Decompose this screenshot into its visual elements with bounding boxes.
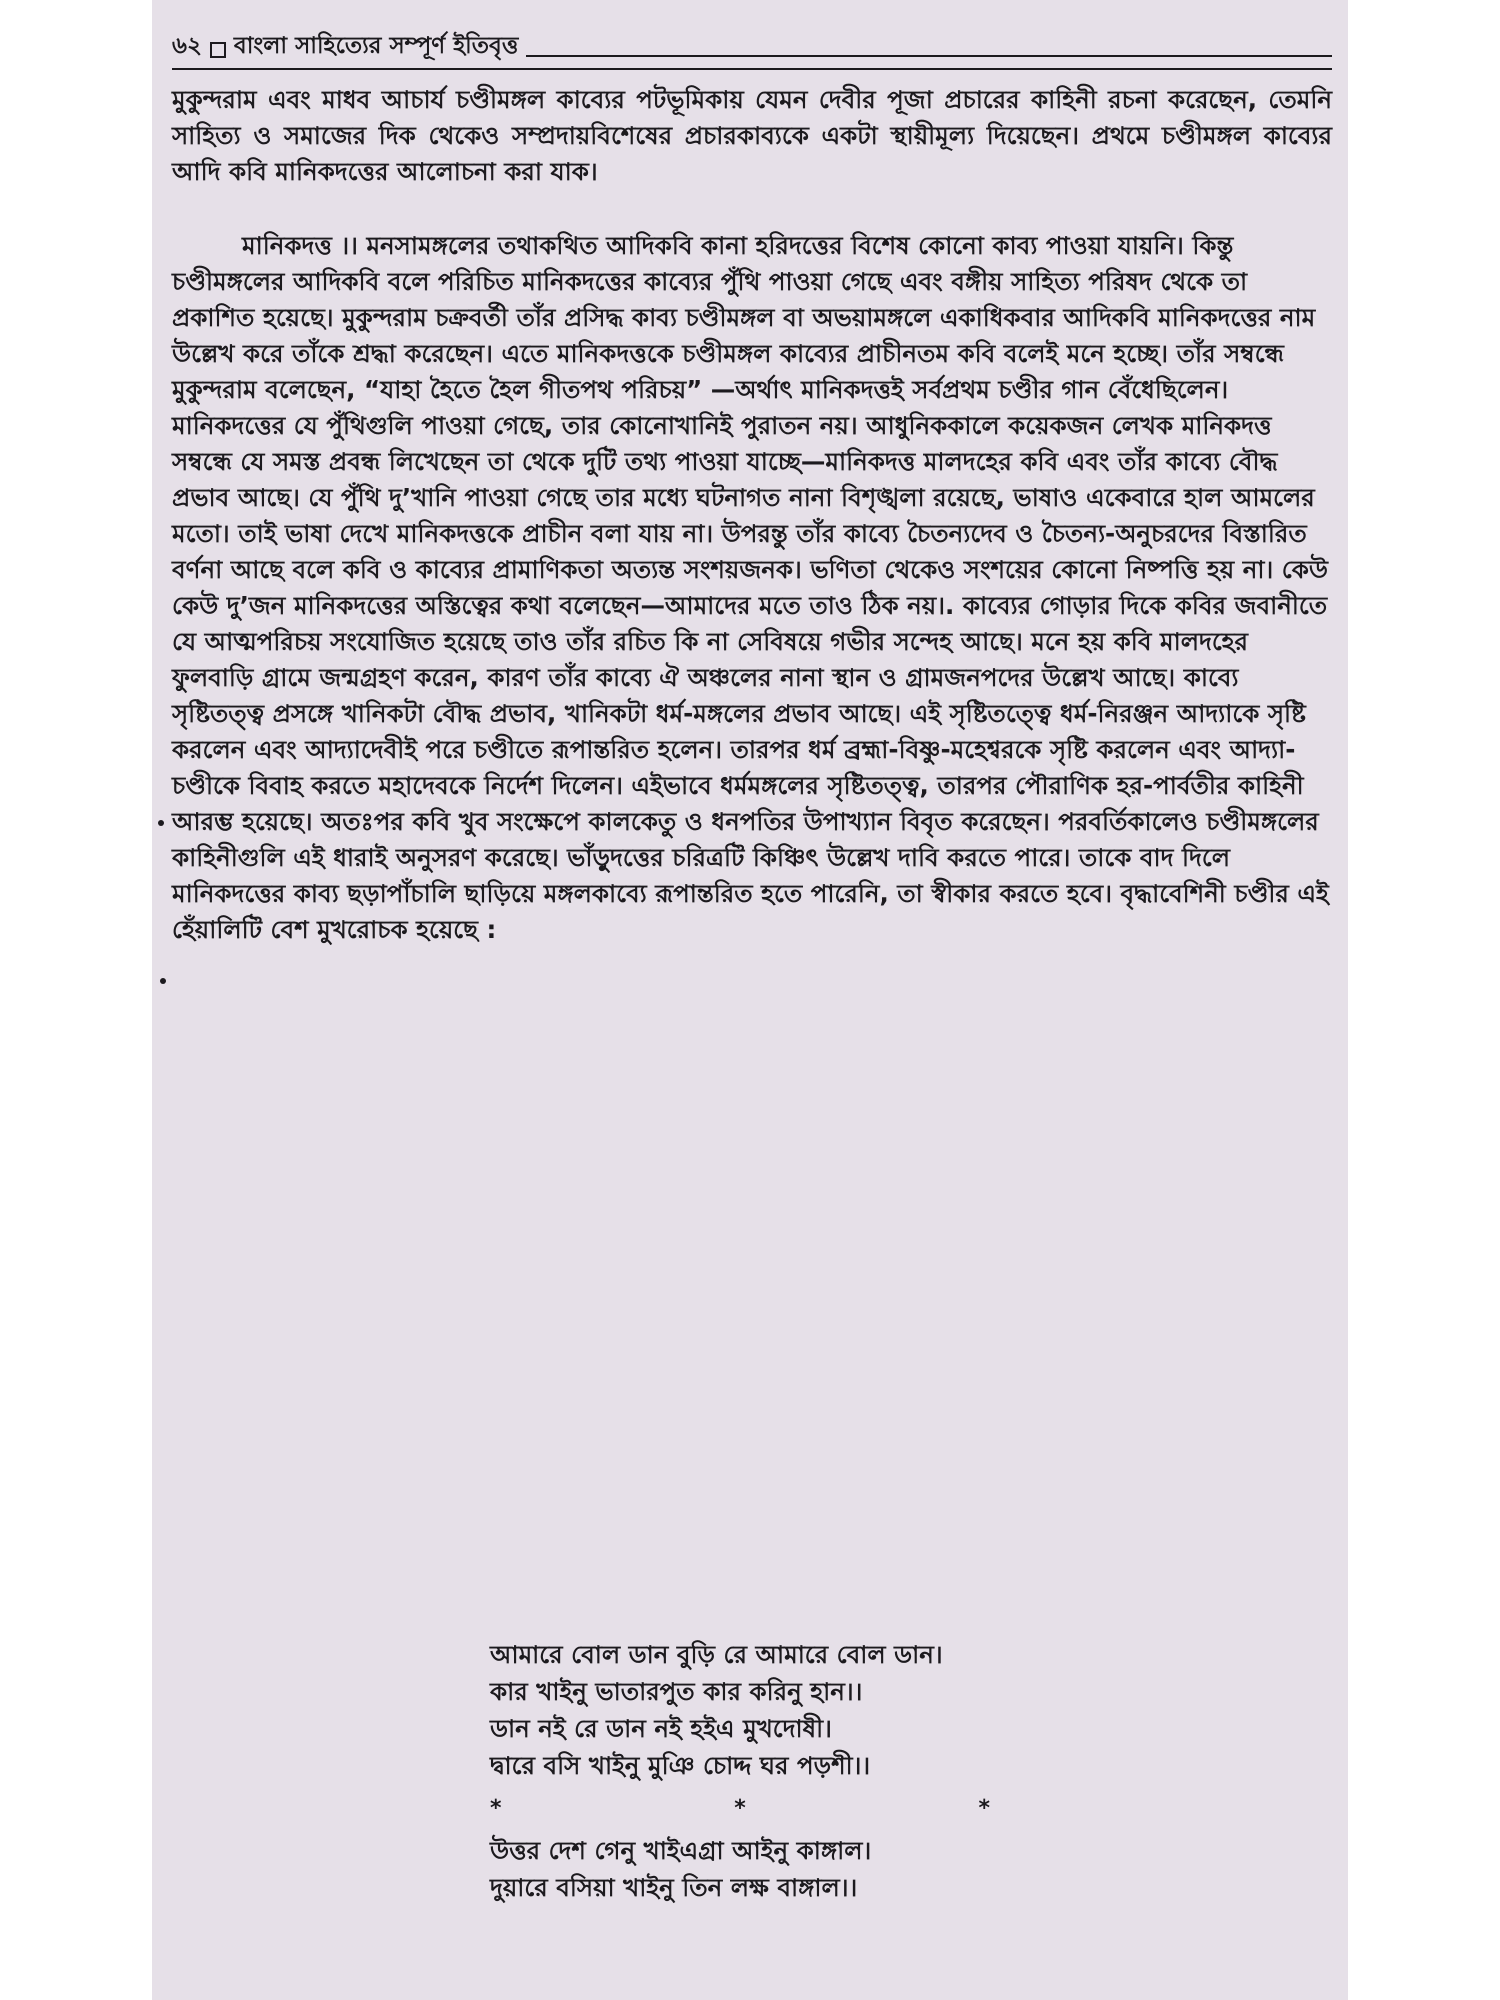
asterisk-separator: * <box>978 1795 990 1821</box>
verse-quotation <box>490 1636 1270 1906</box>
header-divider <box>172 68 1332 70</box>
page-number: ৬২ <box>172 33 202 59</box>
asterisk-separator: * <box>490 1795 502 1821</box>
paragraph-intro: মুকুন্দরাম এবং মাধব আচার্য চণ্ডীমঙ্গল কাব্যের পটভূমিকায় যেমন দেবীর পূজা প্রচারের কাহিনী রচনা করেছেন, তেমনি সাহিত্য ও সমাজের দিক থেকেও সম্প্রদায়বিশেষের প্রচারকাব্যকে একটা স্থায়ীমূল্য দিয়েছেন। প্রথমে চণ্ডীমঙ্গল কাব্যের আদি কবি মানিকদত্তের আলোচনা করা যাক। <box>172 85 1332 186</box>
body-text <box>172 82 1332 948</box>
header-rule <box>526 55 1332 57</box>
page-header <box>172 22 1332 66</box>
margin-mark <box>160 978 166 984</box>
verse-line: আমারে বোল ডান বুড়ি রে আমারে বোল ডান। <box>490 1640 943 1669</box>
verse-line: দুয়ারে বসিয়া খাইনু তিন লক্ষ বাঙ্গাল।। <box>490 1873 858 1902</box>
asterisk-separator: * <box>734 1795 746 1821</box>
square-ornament-icon <box>210 42 226 58</box>
verse-line: দ্বারে বসি খাইনু মুঞি চোদ্দ ঘর পড়শী।। <box>490 1751 871 1780</box>
paragraph-manikdatta: মানিকদত্ত ।। মনসামঙ্গলের তথাকথিত আদিকবি কানা হরিদত্তের বিশেষ কোনো কাব্য পাওয়া যায়নি। কিন্তু চণ্ডীমঙ্গলের আদিকবি বলে পরিচিত মানিকদত্তের কাব্যের পুঁথি পাওয়া গেছে এবং বঙ্গীয় সাহিত্য পরিষদ থেকে তা প্রকাশিত হয়েছে। মুকুন্দরাম চক্রবর্তী তাঁর প্রসিদ্ধ কাব্য চণ্ডীমঙ্গল বা অভয়ামঙ্গলে একাধিকবার আদিকবি মানিকদত্তের নাম উল্লেখ করে তাঁকে শ্রদ্ধা করেছেন। এতে মানিকদত্তকে চণ্ডীমঙ্গল কাব্যের প্রাচীনতম কবি বলেই মনে হচ্ছে। তাঁর সম্বন্ধে মুকুন্দরাম বলেছেন, “যাহা হৈতে হৈল গীতপথ পরিচয়” —অর্থাৎ মানিকদত্তই সর্বপ্রথম চণ্ডীর গান বেঁধেছিলেন। মানিকদত্তের যে পুঁথিগুলি পাওয়া গেছে, তার কোনোখানিই পুরাতন নয়। আধুনিককালে কয়েকজন লেখক মানিকদত্ত সম্বন্ধে যে সমস্ত প্রবন্ধ লিখেছেন তা থেকে দুটি তথ্য পাওয়া যাচ্ছে—মানিকদত্ত মালদহের কবি এবং তাঁর কাব্যে বৌদ্ধ প্রভাব আছে। যে পুঁথি দু’খানি পাওয়া গেছে তার মধ্যে ঘটনাগত নানা বিশৃঙ্খলা রয়েছে, ভাষাও একেবারে হাল আমলের মতো। তাই ভাষা দেখে মানিকদত্তকে প্রাচীন বলা যায় না। উপরন্তু তাঁর কাব্যে চৈতন্যদেব ও চৈতন্য-অনুচরদের বিস্তারিত বর্ণনা আছে বলে কবি ও কাব্যের প্রামাণিকতা অত্যন্ত সংশয়জনক। ভণিতা থেকেও সংশয়ের কোনো নিষ্পত্তি হয় না। কেউ কেউ দু’জন মানিকদত্তের অস্তিত্বের কথা বলেছেন—আমাদের মতে তাও ঠিক নয়।. কাব্যের গোড়ার দিকে কবির জবানীতে যে আত্মপরিচয় সংযোজিত হয়েছে তাও তাঁর রচিত কি না সেবিষয়ে গভীর সন্দেহ আছে। মনে হয় কবি মালদহের ফুলবাড়ি গ্রামে জন্মগ্রহণ করেন, কারণ তাঁর কাব্যে ঐ অঞ্চলের নানা স্থান ও গ্রামজনপদের উল্লেখ আছে। কাব্যে সৃষ্টিতত্ত্ব প্রসঙ্গে খানিকটা বৌদ্ধ প্রভাব, খানিকটা ধর্ম-মঙ্গলের প্রভাব আছে। এই সৃষ্টিতত্ত্বে ধর্ম-নিরঞ্জন আদ্যাকে সৃষ্টি করলেন এবং আদ্যাদেবীই পরে চণ্ডীতে রূপান্তরিত হলেন। তারপর ধর্ম ব্রহ্মা-বিষ্ণু-মহেশ্বরকে সৃষ্টি করলেন এবং আদ্যা-চণ্ডীকে বিবাহ করতে মহাদেবকে নির্দেশ দিলেন। এইভাবে ধর্মমঙ্গলের সৃষ্টিতত্ত্ব, তারপর পৌরাণিক হর-পার্বতীর কাহিনী আরম্ভ হয়েছে। অতঃপর কবি খুব সংক্ষেপে কালকেতু ও ধনপতির উপাখ্যান বিবৃত করেছেন। পরবর্তিকালেও চণ্ডীমঙ্গলের কাহিনীগুলি এই ধারাই অনুসরণ করেছে। ভাঁড়ুদত্তের চরিত্রটি কিঞ্চিৎ উল্লেখ দাবি করতে পারে। তাকে বাদ দিলে মানিকদত্তের কাব্য ছড়াপাঁচালি ছাড়িয়ে মঙ্গলকাব্যে রূপান্তরিত হতে পারেনি, তা স্বীকার করতে হবে। বৃদ্ধাবেশিনী চণ্ডীর এই হেঁয়ালিটি বেশ মুখরোচক হয়েছে : <box>172 231 1329 944</box>
margin-mark <box>158 820 164 826</box>
verse-line: ডান নই রে ডান নই হইএ মুখদোষী। <box>490 1714 832 1743</box>
verse-line: উত্তর দেশ গেনু খাইএগ্ৰা আইনু কাঙ্গাল। <box>490 1836 872 1865</box>
verse-line: কার খাইনু ভাতারপুত কার করিনু হান।। <box>490 1677 863 1706</box>
book-page <box>152 0 1348 2000</box>
running-title: বাংলা সাহিত্যের সম্পূর্ণ ইতিবৃত্ত <box>233 33 519 59</box>
verse-separator <box>490 1784 990 1832</box>
